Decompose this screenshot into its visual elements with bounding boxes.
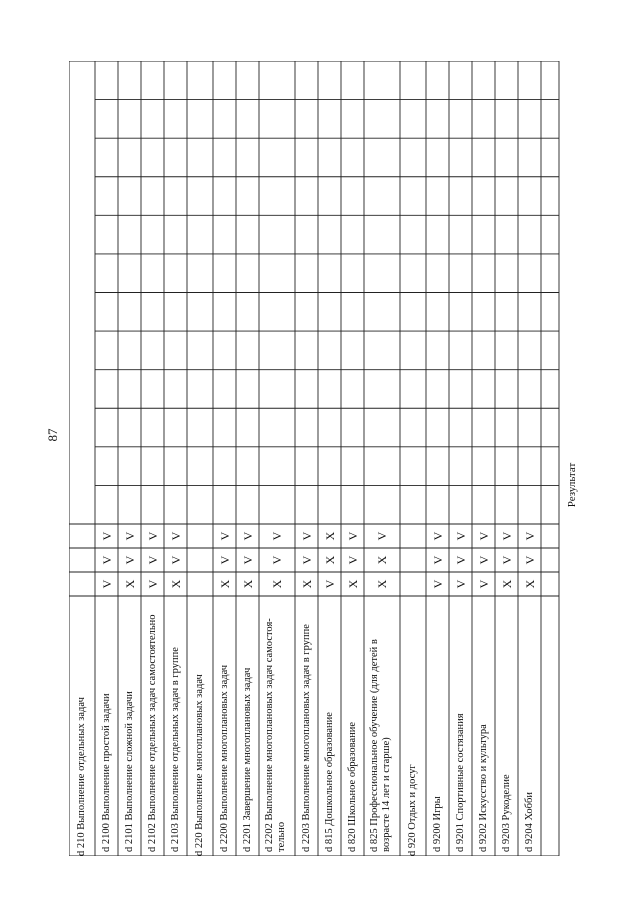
criterion-label: d 2101 Выполнение сложной задачи bbox=[124, 691, 135, 852]
assessment-mark: V bbox=[345, 555, 360, 565]
assessment-mark: V bbox=[168, 531, 183, 541]
criterion-label: d 825 Профессиональное обучение (для детей в возрасте 14 лет и старше) bbox=[369, 639, 392, 852]
assessment-mark: V bbox=[270, 555, 284, 565]
assessment-mark: X bbox=[322, 531, 337, 541]
criterion-label: d 2203 Выполнение многоплановых задач в группе bbox=[301, 624, 312, 852]
assessment-mark: V bbox=[430, 531, 445, 541]
assessment-mark: X bbox=[270, 579, 284, 589]
criterion-label: d 2201 Завершение многоплановых задач bbox=[242, 667, 253, 852]
assessment-mark: X bbox=[522, 579, 537, 589]
result-label: Результат bbox=[566, 462, 578, 508]
assessment-mark: V bbox=[99, 579, 114, 589]
assessment-mark: V bbox=[299, 531, 314, 541]
criterion-label: d 9204 Хобби bbox=[524, 792, 535, 852]
criterion-label: d 820 Школьное образование bbox=[347, 721, 358, 852]
assessment-mark: V bbox=[476, 555, 491, 565]
section-heading: d 220 Выполнение многоплановых задач bbox=[194, 674, 205, 856]
assessment-mark: X bbox=[299, 579, 314, 589]
assessment-mark: V bbox=[145, 555, 160, 565]
assessment-mark: V bbox=[375, 531, 389, 541]
criterion-label: d 2200 Выполнение многоплановых задач bbox=[219, 664, 230, 852]
criterion-label: d 2103 Выполнение отдельных задач в группе bbox=[170, 647, 181, 852]
assessment-mark: V bbox=[476, 579, 491, 589]
assessment-mark: X bbox=[217, 579, 232, 589]
assessment-mark: V bbox=[499, 555, 514, 565]
assessment-mark: V bbox=[122, 531, 137, 541]
assessment-mark: V bbox=[240, 555, 255, 565]
assessment-mark: X bbox=[345, 579, 360, 589]
assessment-mark: V bbox=[299, 555, 314, 565]
assessment-mark: V bbox=[453, 555, 468, 565]
assessment-mark: V bbox=[322, 579, 337, 589]
criterion-label: d 9203 Рукоделие bbox=[501, 774, 512, 852]
assessment-mark: V bbox=[430, 579, 445, 589]
assessment-mark: V bbox=[522, 555, 537, 565]
assessment-mark: V bbox=[122, 555, 137, 565]
section-heading: d 210 Выполнение отдельных задач bbox=[76, 697, 87, 856]
assessment-mark: V bbox=[240, 531, 255, 541]
assessment-mark: V bbox=[345, 531, 360, 541]
assessment-mark: X bbox=[168, 579, 183, 589]
assessment-mark: V bbox=[217, 531, 232, 541]
assessment-mark: V bbox=[430, 555, 445, 565]
criterion-label: d 2100 Выполнение простой задачи bbox=[101, 693, 112, 852]
assessment-mark: V bbox=[99, 555, 114, 565]
criterion-label: d 2102 Выполнение отдельных задач самостоятельно bbox=[147, 614, 158, 852]
assessment-mark: V bbox=[476, 531, 491, 541]
assessment-mark: V bbox=[499, 531, 514, 541]
assessment-mark: V bbox=[453, 531, 468, 541]
assessment-mark: V bbox=[145, 531, 160, 541]
assessment-mark: V bbox=[168, 555, 183, 565]
criterion-label: d 2202 Выполнение многоплановых задач самостоя-тельно bbox=[264, 618, 287, 852]
assessment-mark: V bbox=[270, 531, 284, 541]
assessment-table bbox=[69, 61, 579, 856]
assessment-mark: X bbox=[122, 579, 137, 589]
assessment-mark: V bbox=[217, 555, 232, 565]
assessment-mark: X bbox=[240, 579, 255, 589]
assessment-mark: V bbox=[522, 531, 537, 541]
criterion-label: d 9200 Игры bbox=[432, 796, 443, 852]
assessment-mark: V bbox=[145, 579, 160, 589]
assessment-mark: V bbox=[453, 579, 468, 589]
criterion-label: d 815 Дошкольное образование bbox=[324, 712, 335, 852]
page-number: 87 bbox=[45, 428, 60, 442]
assessment-mark: V bbox=[99, 531, 114, 541]
assessment-table-wrapper bbox=[69, 61, 579, 856]
assessment-mark: X bbox=[375, 579, 389, 589]
section-heading: d 920 Отдых и досуг bbox=[407, 764, 418, 856]
criterion-label: d 9201 Спортивные состязания bbox=[455, 713, 466, 852]
criterion-label: d 9202 Искусство и культура bbox=[478, 724, 489, 852]
assessment-mark: X bbox=[499, 579, 514, 589]
assessment-mark: X bbox=[322, 555, 337, 565]
assessment-mark: X bbox=[375, 555, 389, 565]
